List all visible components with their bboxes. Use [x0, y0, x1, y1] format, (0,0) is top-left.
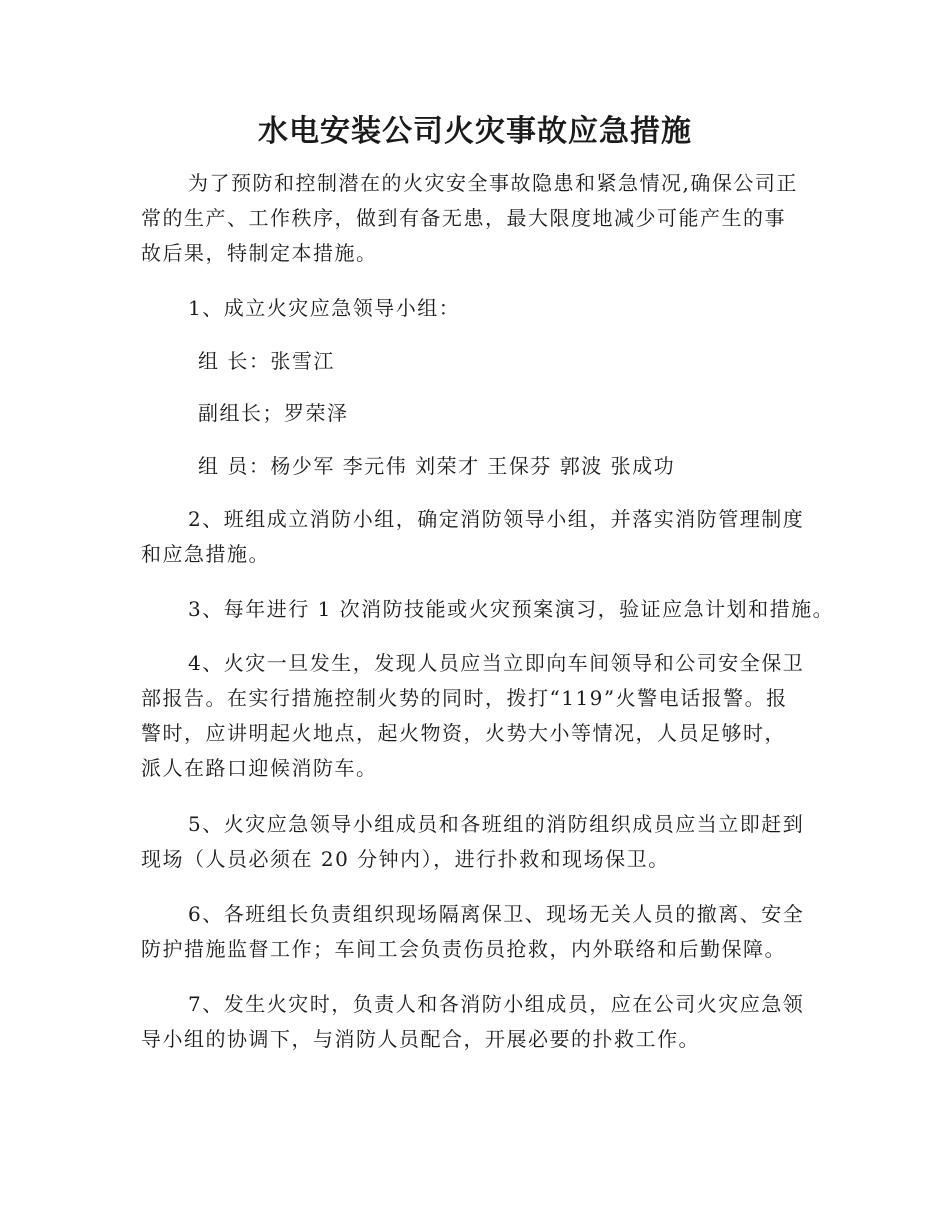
item-7-line-2: 导小组的协调下，与消防人员配合，开展必要的扑救工作。 — [141, 1027, 700, 1051]
item-2-line-2: 和应急措施。 — [141, 542, 270, 566]
group-deputy-leader: 副组长；罗荣泽 — [198, 401, 349, 425]
item-4-line-4: 派人在路口迎候消防车。 — [141, 756, 378, 780]
item-1-heading: 1、成立火灾应急领导小组： — [188, 296, 461, 320]
item-3-line-1: 3、每年进行 1 次消防技能或火灾预案演习，验证应急计划和措施。 — [188, 597, 835, 621]
item-4-line-2: 部报告。在实行措施控制火势的同时，拨打“119”火警电话报警。报 — [141, 686, 788, 710]
item-5-line-1: 5、火灾应急领导小组成员和各班组的消防组织成员应当立即赶到 — [188, 812, 805, 836]
item-4-line-3: 警时，应讲明起火地点，起火物资，火势大小等情况，人员足够时， — [141, 721, 786, 745]
intro-line-2: 常的生产、工作秩序，做到有备无患，最大限度地减少可能产生的事 — [141, 206, 786, 230]
document-title: 水电安装公司火灾事故应急措施 — [258, 114, 692, 149]
item-6-line-2: 防护措施监督工作；车间工会负责伤员抢救，内外联络和后勤保障。 — [141, 937, 786, 961]
group-leader: 组 长：张雪江 — [198, 349, 335, 373]
item-4-line-1: 4、火灾一旦发生，发现人员应当立即向车间领导和公司安全保卫 — [188, 651, 805, 675]
item-6-line-1: 6、各班组长负责组织现场隔离保卫、现场无关人员的撤离、安全 — [188, 902, 805, 926]
item-7-line-1: 7、发生火灾时，负责人和各消防小组成员，应在公司火灾应急领 — [188, 992, 805, 1016]
item-5-line-2: 现场（人员必须在 20 分钟内），进行扑救和现场保卫。 — [141, 847, 670, 871]
item-2-line-1: 2、班组成立消防小组，确定消防领导小组，并落实消防管理制度 — [188, 507, 805, 531]
intro-line-1: 为了预防和控制潜在的火灾安全事故隐患和紧急情况,确保公司正 — [188, 171, 798, 195]
group-members: 组 员：杨少军 李元伟 刘荣才 王保芬 郭波 张成功 — [198, 454, 676, 478]
intro-line-3: 故后果，特制定本措施。 — [141, 241, 378, 265]
